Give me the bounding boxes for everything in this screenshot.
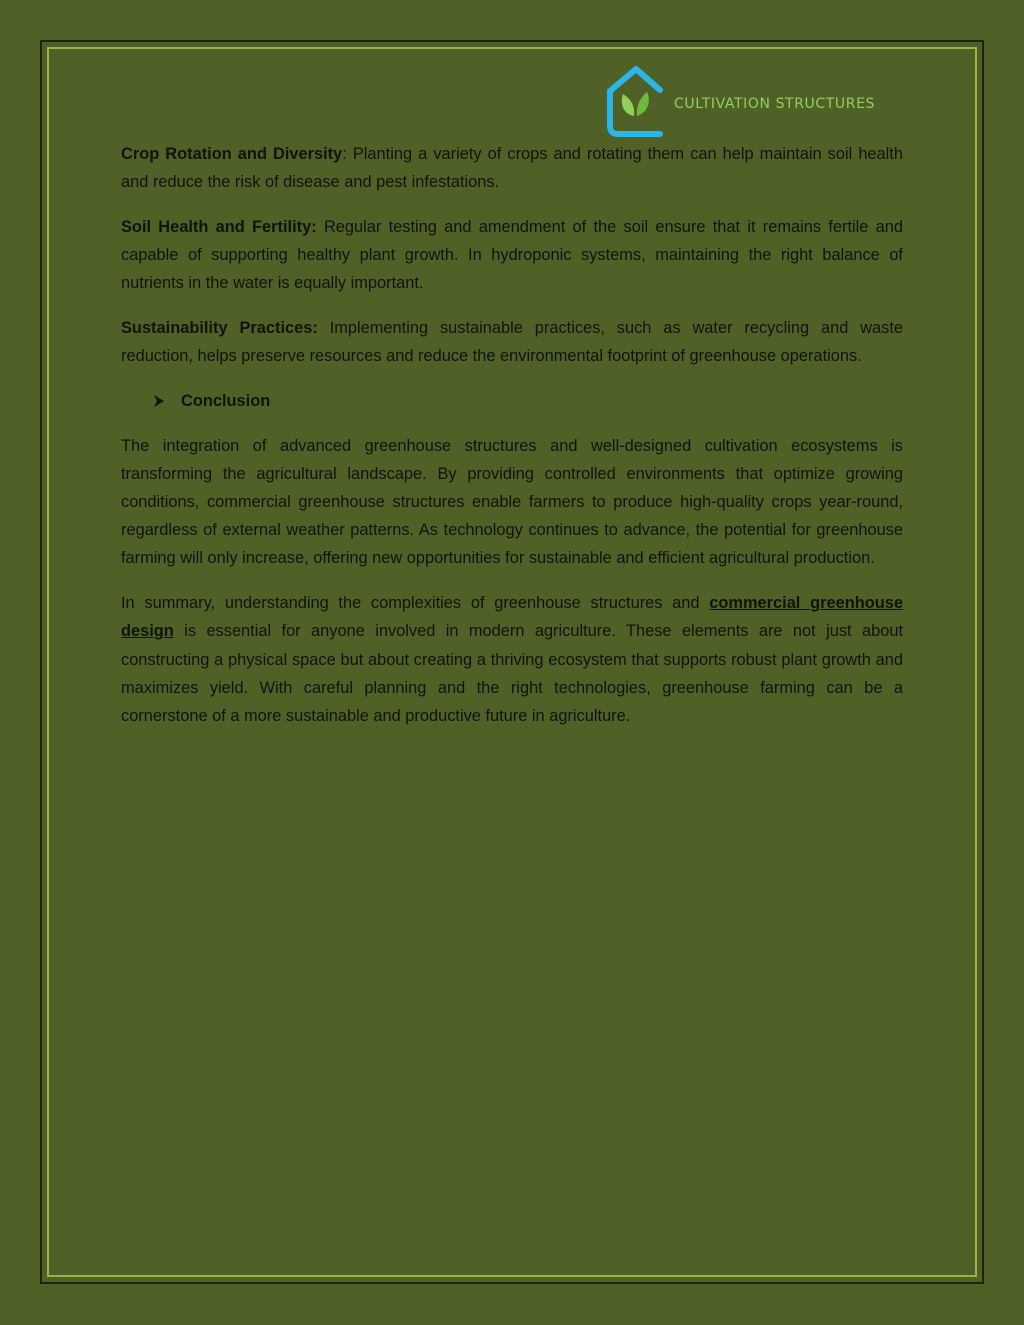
paragraph-soil-health xyxy=(121,213,903,298)
arrow-bullet-icon xyxy=(153,394,165,408)
section-body-crop-rotation: : Planting a variety of crops and rotating them can help maintain soil health and reduce the risk of disease and pest infestations. xyxy=(121,145,903,192)
conclusion-paragraph-2 xyxy=(121,589,903,730)
house-leaf-icon xyxy=(604,64,668,138)
paragraph-sustainability xyxy=(121,314,903,370)
commercial-greenhouse-design-link[interactable]: commercial greenhouse design xyxy=(121,594,903,641)
section-title-crop-rotation: Crop Rotation and Diversity xyxy=(121,145,343,163)
conclusion-heading xyxy=(153,387,903,415)
section-title-sustainability: Sustainability Practices: xyxy=(121,319,318,338)
section-body-sustainability: Implementing sustainable practices, such as water recycling and waste reduction, helps preserve resources and reduce the environmental footprint of greenhouse operations. xyxy=(121,319,903,366)
paragraph-crop-rotation xyxy=(121,140,903,196)
section-body-soil-health: Regular testing and amendment of the soil ensure that it remains fertile and capable of supporting healthy plant growth. In hydroponic systems, maintaining the right balance of nutrients in the water is equally important. xyxy=(121,217,903,293)
paragraph-2-text-before: In summary, understanding the complexities of greenhouse structures and xyxy=(121,594,710,613)
logo xyxy=(604,64,875,138)
paragraph-2-text-after: is essential for anyone involved in modern agriculture. These elements are not just about constructing a physical space but about creating a thriving ecosystem that supports robust plant growth and maximizes yield. With careful planning and the right technologies, greenhouse farming can be a cornerstone of a more sustainable and productive future in agriculture. xyxy=(121,622,903,725)
section-title-soil-health: Soil Health and Fertility: xyxy=(121,217,317,236)
conclusion-heading-text: Conclusion xyxy=(181,391,271,410)
document-body xyxy=(121,140,903,747)
conclusion-paragraph-1: The integration of advanced greenhouse structures and well-designed cultivation ecosystems is transforming the agricultural landscape. By providing controlled environments that optimize growing conditions, commercial greenhouse structures enable farmers to produce high-quality crops year-round, regardless of external weather patterns. As technology continues to advance, the potential for greenhouse farming will only increase, offering new opportunities for sustainable and efficient agricultural production. xyxy=(121,436,903,568)
logo-text: CULTIVATION STRUCTURES xyxy=(674,96,876,112)
